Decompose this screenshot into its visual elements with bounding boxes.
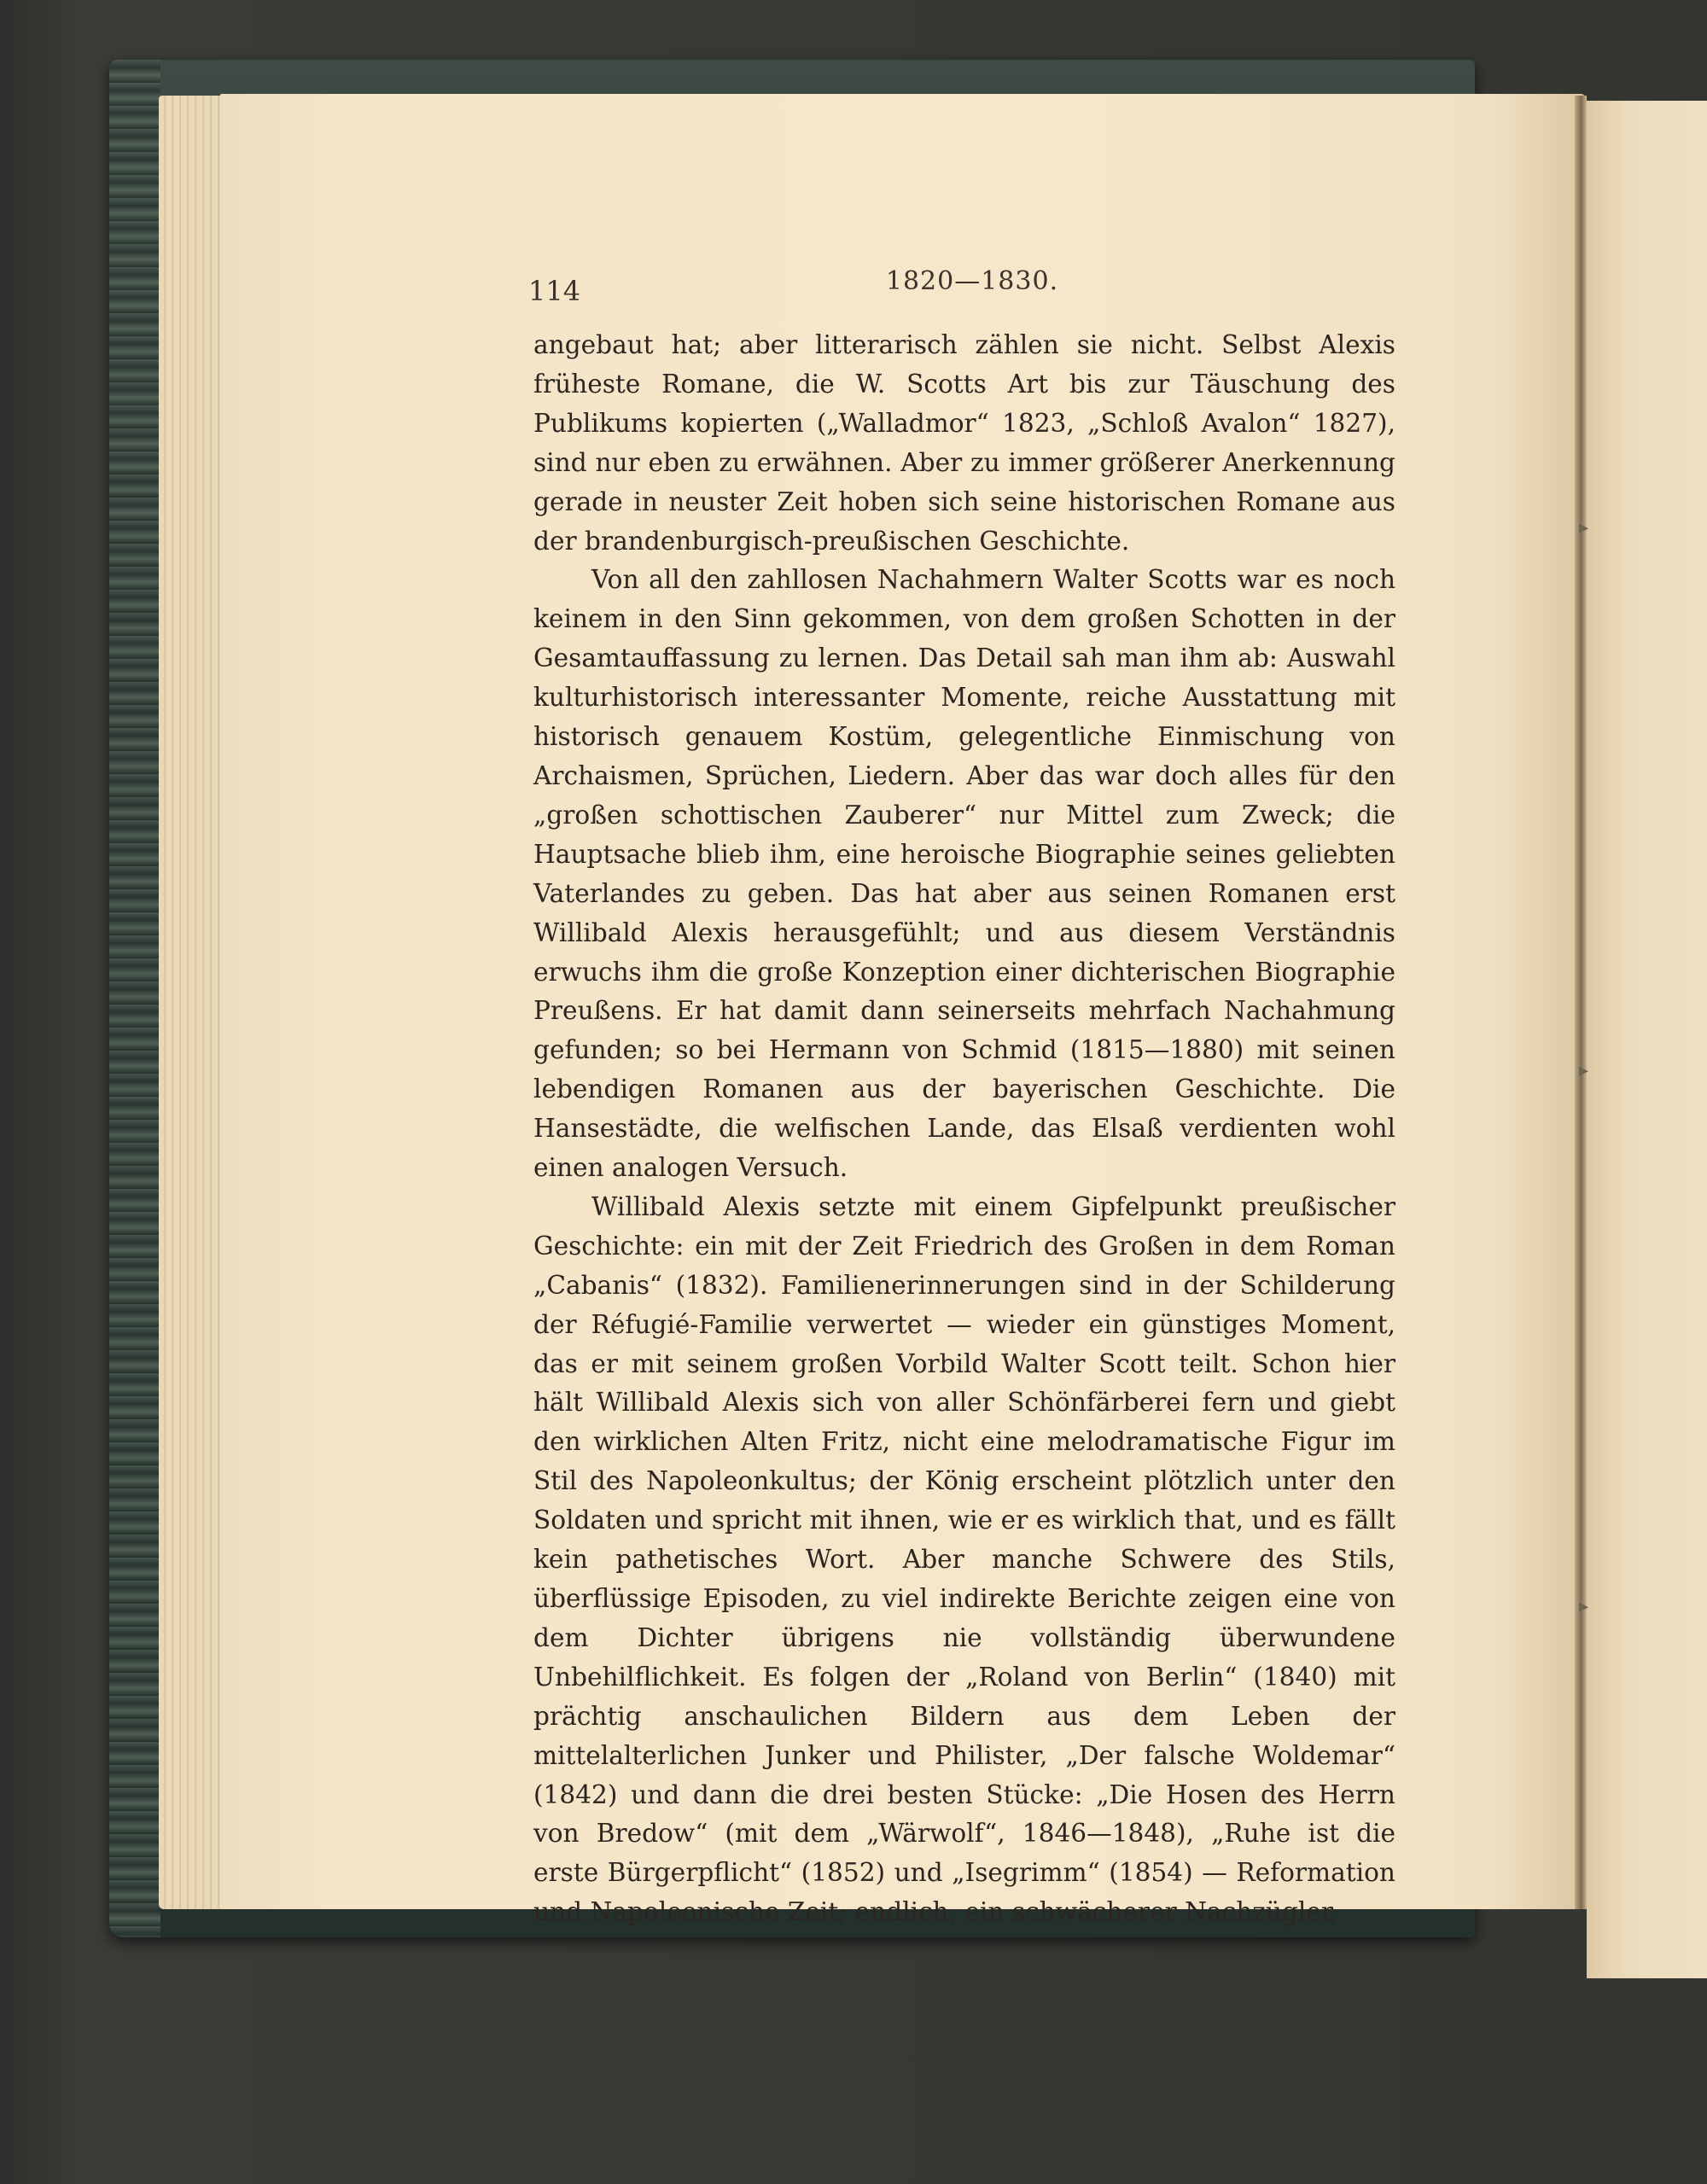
running-head-title: 1820—1830.	[885, 266, 1059, 296]
margin-mark-icon: ▸	[1579, 517, 1589, 539]
paragraph: Willibald Alexis setzte mit einem Gipfelpunkt preußischer Geschichte: ein mit der Zeit Friedrich des Großen in dem Roman „Cabanis“ (1832). Familienerinnerungen sind in der Schilderung der Réfugié-Familie verwertet — wieder ein günstiges Moment, das er mit seinem großen Vorbild Walter Scott teilt. Schon hier hält Willibald Alexis sich von aller Schönfärberei fern und giebt den wirklichen Alten Fritz, nicht eine melodramatische Figur im Stil des Napoleonkultus; der König erscheint plötzlich unter den Soldaten und spricht mit ihnen, wie er es wirklich that, und es fällt kein pathetisches Wort. Aber manche Schwere des Stils, überflüssige Episoden, zu viel indirekte Berichte zeigen eine von dem Dichter übrigens nie vollständig überwundene Unbehilflichkeit. Es folgen der „Roland von Berlin“ (1840) mit prächtig anschaulichen Bildern aus dem Leben der mittelalterlichen Junker und Philister, „Der falsche Woldemar“ (1842) und dann die drei besten Stücke: „Die Hosen des Herrn von Bredow“ (mit dem „Wärwolf“, 1846—1848), „Ruhe ist die erste Bürgerpflicht“ (1852) und „Isegrimm“ (1854) — Reformation und Napoleonische Zeit; endlich, ein schwächerer Nachzügler,	[533, 1191, 1395, 1927]
facing-page-edge	[1587, 101, 1707, 1978]
running-head	[528, 266, 1416, 314]
cover-marbled-edge	[109, 60, 160, 1937]
paragraph: Von all den zahllosen Nachahmern Walter Scotts war es noch keinem in den Sinn gekommen, von dem großen Schotten in der Gesamtauffassung zu lernen. Das Detail sah man ihm ab: Auswahl kulturhistorisch interessanter Momente, reiche Ausstattung mit historisch genauem Kostüm, gelegentliche Einmischung von Archaismen, Sprüchen, Liedern. Aber das war doch alles für den „großen schottischen Zauberer“ nur Mittel zum Zweck; die Hauptsache blieb ihm, eine heroische Biographie seines geliebten Vaterlandes zu geben. Das hat aber aus seinen Romanen erst Willibald Alexis herausgefühlt; und aus diesem Verständnis erwuchs ihm die große Konzeption einer dichterischen Biographie Preußens. Er hat damit dann seinerseits mehrfach Nachahmung gefunden; so bei Hermann von Schmid (1815—1880) mit seinen lebendigen Romanen aus der bayerischen Geschichte. Die Hansestädte, die welfischen Lande, das Elsaß verdienten wohl einen analogen Versuch.	[533, 565, 1395, 1183]
page-number: 114	[528, 275, 581, 307]
page-gutter	[1575, 96, 1587, 1909]
body-text	[533, 326, 1395, 1932]
margin-mark-icon: ▸	[1579, 1596, 1589, 1617]
paragraph: angebaut hat; aber litterarisch zählen sie nicht. Selbst Alexis früheste Romane, die W. Scotts Art bis zur Täuschung des Publikums kopierten („Walladmor“ 1823, „Schloß Avalon“ 1827), sind nur eben zu erwähnen. Aber zu immer größerer Anerkennung gerade in neuster Zeit hoben sich seine historischen Romane aus der brandenburgisch-preußischen Geschichte.	[533, 330, 1395, 556]
margin-mark-icon: ▸	[1579, 1060, 1589, 1081]
